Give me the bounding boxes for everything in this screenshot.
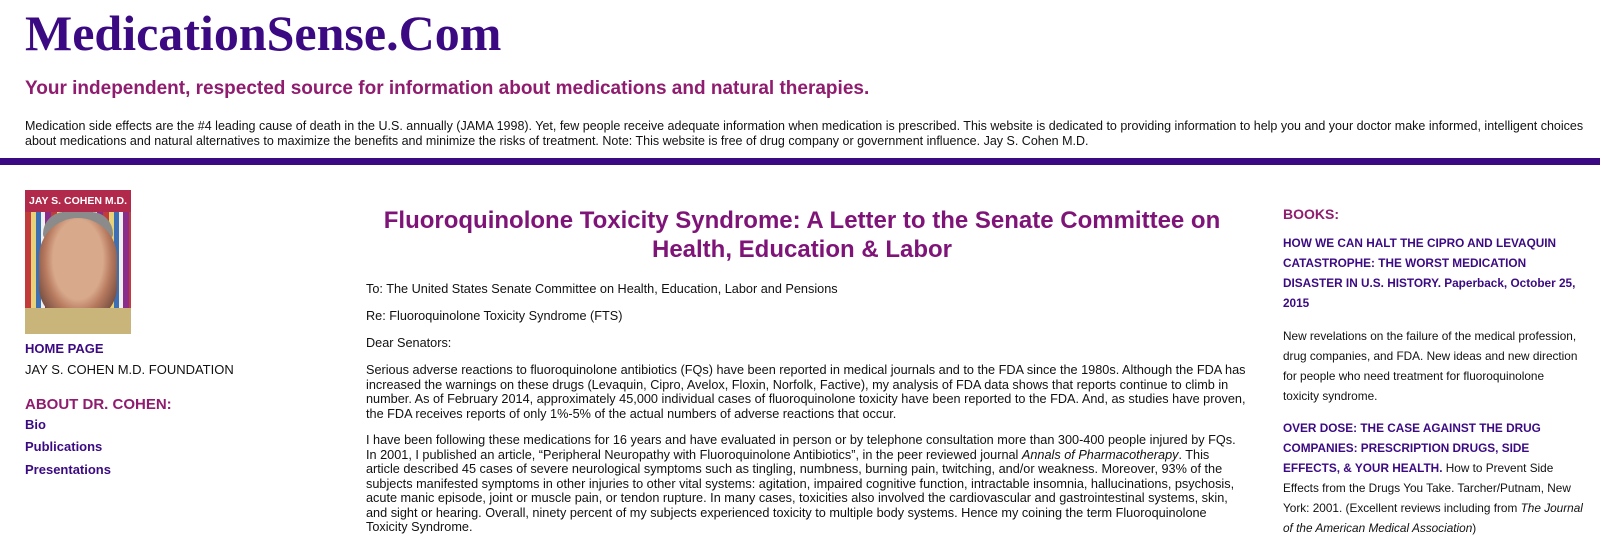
author-photo (25, 190, 131, 334)
book-1-title[interactable]: HOW WE CAN HALT THE CIPRO AND LEVAQUIN CATASTROPHE: THE WORST MEDICATION DISASTER IN U.S. HISTORY. Paperback, October 25, 2015 (1283, 236, 1576, 310)
journal-name: Annals of Pharmacotherapy (1021, 447, 1179, 462)
paragraph-2-end: . This article described 45 cases of severe neurological symptoms such as tingling, numbness, burning pain, twitching, and/or weakness. Moreover, 93% of the subjects manifested symptoms in other injuries to other vital systems: agitation, impaired cognitive function, intractable insomnia, hallucinations, psychosis, acute manic episode, joint or muscle pain, or tendon rupture. In many cases, toxicities also involved the cardiovascular and gastrointestinal systems, skin, and sight or hearing. Overall, ninety percent of my subjects experienced toxicity to multiple body systems. Hence my coining the term Fluoroquinolone Toxicity Syndrome. (366, 447, 1235, 534)
header-divider (0, 158, 1600, 165)
re-line: Re: Fluoroquinolone Toxicity Syndrome (FTS) (366, 309, 623, 323)
photo-shirt (25, 308, 131, 334)
books-heading: BOOKS: (1283, 206, 1339, 222)
presentations-link[interactable]: Presentations (25, 462, 111, 477)
paragraph-2 (366, 433, 1246, 535)
book-2-description: How to Prevent Side Effects from the Drugs You Take. Tarcher/Putnam, New York: 2001. (Excellent reviews including from (1283, 461, 1571, 515)
book-1-description: New revelations on the failure of the medical profession, drug companies, and FDA. New ideas and new direction for people who need treatment for fluoroquinolone toxicity syndrome. (1283, 329, 1578, 403)
photo-caption: JAY S. COHEN M.D. (25, 190, 131, 212)
paragraph-1: Serious adverse reactions to fluoroquinolone antibiotics (FQs) have been reported in medical journals and to the FDA since the 1980s. Although the FDA has increased the warnings on these drugs (Levaquin, Cipro, Avelox, Floxin, Norfolk, Factive), my analysis of FDA data shows that reports continue to climb in number. As of February 2014, approximately 45,000 individual cases of fluoroquinolone toxicity have been reported to the FDA. And, as studies have proven, the FDA receives reports of only 1%-5% of the actual numbers of adverse reactions that occur. (366, 363, 1246, 421)
photo-face (39, 218, 117, 322)
about-heading: ABOUT DR. COHEN: (25, 396, 172, 413)
tagline: Your independent, respected source for information about medications and natural therapies. (25, 78, 870, 99)
publications-link[interactable]: Publications (25, 439, 103, 454)
book-2-entry (1283, 418, 1583, 538)
salutation: Dear Senators: (366, 336, 452, 350)
book-2-end: ) (1472, 521, 1477, 535)
foundation-link[interactable]: JAY S. COHEN M.D. FOUNDATION (25, 362, 234, 377)
site-title[interactable]: MedicationSense.Com (25, 5, 502, 61)
book-2-title[interactable]: OVER DOSE: THE CASE AGAINST THE DRUG COMPANIES: PRESCRIPTION DRUGS, SIDE EFFECTS, & YOUR HEALTH. (1283, 421, 1541, 475)
intro-text: Medication side effects are the #4 leading cause of death in the U.S. annually (JAMA 1998). Yet, few people receive adequate information when medication is prescribed. This website is dedicated to providing information to help you and your doctor make informed, intelligent choices about medications and natural alternatives to maximize the benefits and minimize the risks of treatment. Note: This website is free of drug company or government influence. Jay S. Cohen M.D. (25, 119, 1584, 148)
paragraph-2-start: I have been following these medications for 16 years and have evaluated in person or by telephone consultation more than 300-400 people injured by FQs. In 2001, I published an article, “Peripheral Neuropathy with Fluoroquinolone Antibiotics”, in the peer reviewed journal (366, 433, 1236, 462)
book-2-journal: The Journal of the American Medical Association (1283, 501, 1583, 535)
to-line: To: The United States Senate Committee on Health, Education, Labor and Pensions (366, 282, 838, 296)
home-page-link[interactable]: HOME PAGE (25, 341, 104, 356)
bio-link[interactable]: Bio (25, 417, 46, 432)
article-title: Fluoroquinolone Toxicity Syndrome: A Letter to the Senate Committee on Health, Education & Labor (383, 207, 1221, 263)
